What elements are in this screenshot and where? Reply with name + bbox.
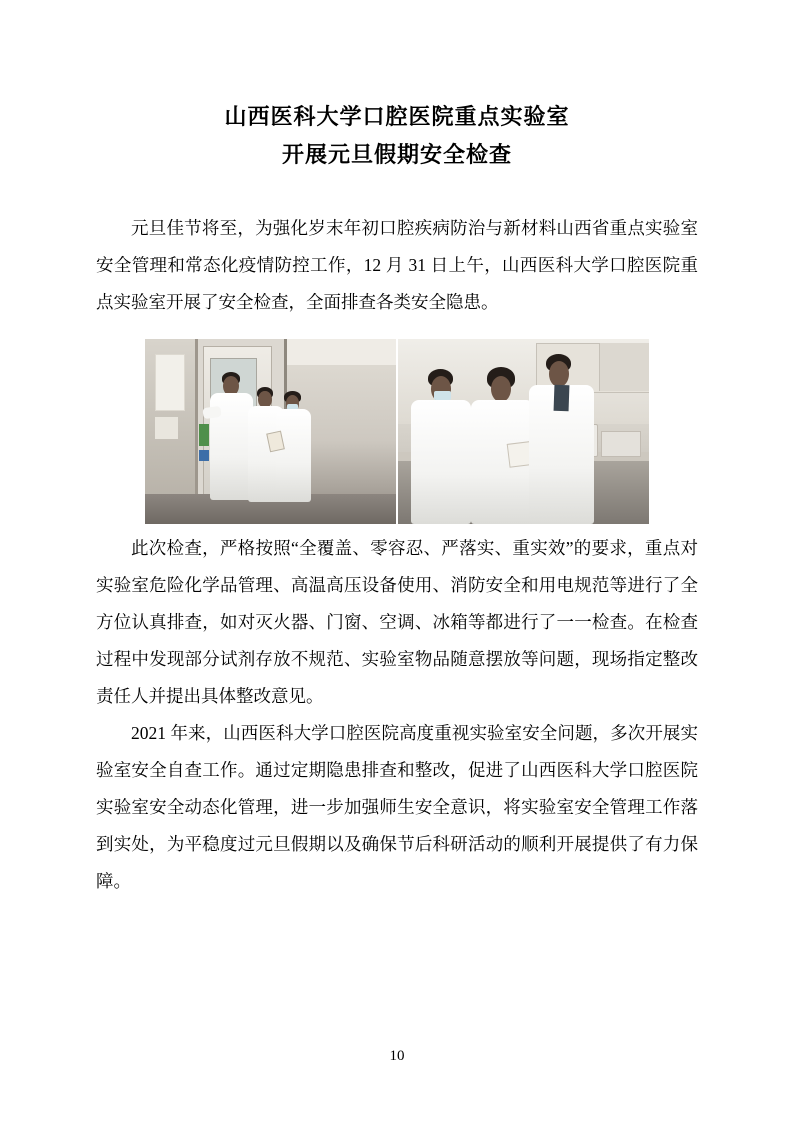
photo-lab-cabinet-right	[599, 343, 649, 391]
photo-lab-person1-mask	[434, 391, 450, 400]
page-title-line-2: 开展元旦假期安全检查	[281, 142, 512, 167]
lab-bench-inspection-photo	[398, 339, 649, 524]
corridor-door-inspection-photo	[145, 339, 396, 524]
page-number: 10	[389, 1048, 405, 1064]
photo-lab-instrument-2	[601, 431, 641, 457]
photo-pair	[145, 339, 649, 524]
page-title	[96, 90, 698, 174]
photo-notice-paper-small	[155, 417, 178, 439]
paragraph-1: 元旦佳节将至，为强化岁末年初口腔疾病防治与新材料山西省重点实验室安全管理和常态化疫情防控工作，12 月 31 日上午，山西医科大学口腔医院重点实验室开展了安全检查，全面排查各类安全隐患。	[96, 218, 698, 312]
photo-person3-labcoat	[276, 409, 311, 502]
page-title-line-1: 山西医科大学口腔医院重点实验室	[224, 104, 570, 129]
photo-ceiling	[281, 339, 396, 365]
photo-door-label-blue	[199, 450, 209, 461]
photo-notice-paper	[155, 354, 185, 412]
paragraph-3: 2021 年来，山西医科大学口腔医院高度重视实验室安全问题，多次开展实验室安全自查工作。通过定期隐患排查和整改，促进了山西医科大学口腔医院实验室安全动态化管理，进一步加强师生安全意识，将实验室安全管理工作落到实处，为平稳度过元旦假期以及确保节后科研活动的顺利开展提供了有力保障。	[96, 723, 698, 891]
paragraph-2: 此次检查，严格按照“全覆盖、零容忍、严落实、重实效”的要求，重点对实验室危险化学品管理、高温高压设备使用、消防安全和用电规范等进行了全方位认真排查，如对灭火器、门窗、空调、冰箱等都进行了一一检查。在检查过程中发现部分试剂存放不规范、实验室物品随意摆放等问题，现场指定整改责任人并提出具体整改意见。	[96, 538, 698, 706]
photo-lab-person2-head	[491, 376, 511, 402]
photo-lab-person3-head	[549, 361, 569, 387]
photo-door-label-green	[199, 424, 209, 446]
photo-lab-person3-collar	[553, 385, 569, 411]
figure-inspection-photos	[96, 339, 698, 524]
photo-lab-person1-labcoat	[411, 400, 471, 524]
